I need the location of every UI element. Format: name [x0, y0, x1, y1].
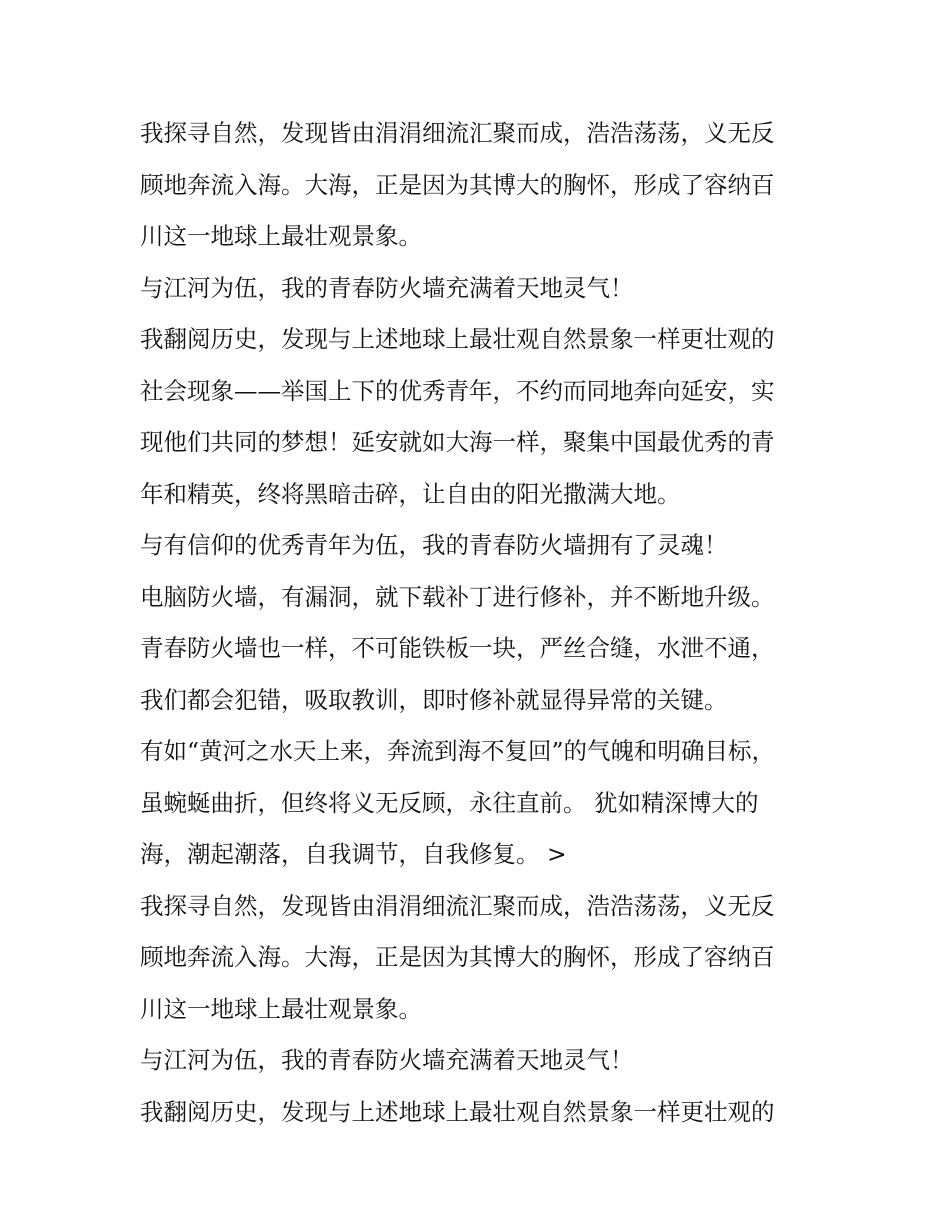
paragraph-rivers-1: 与江河为伍，我的青春防火墙充满着天地灵气！: [140, 273, 634, 302]
paragraph-nature-2: 我探寻自然，发现皆由涓涓细流汇聚而成，浩浩荡荡，义无反 顾地奔流入海。大海，正是因为其博大的胸怀，形成了容纳百 川这一地球上最壮观景象。: [140, 891, 775, 1023]
document-body: [140, 108, 820, 1138]
paragraph-faith-youth: 与有信仰的优秀青年为伍，我的青春防火墙拥有了灵魂！: [140, 531, 728, 559]
paragraph-nature-1: 我探寻自然，发现皆由涓涓细流汇聚而成，浩浩荡荡，义无反 顾地奔流入海。大海，正是因为其博大的胸怀，形成了容纳百 川这一地球上最壮观景象。: [140, 119, 775, 250]
paragraph-history-2: 我翻阅历史，发现与上述地球上最壮观自然景象一样更壮观的: [140, 1097, 775, 1126]
paragraph-rivers-2: 与江河为伍，我的青春防火墙充满着天地灵气！: [140, 1046, 634, 1074]
paragraph-history-yanan: 我翻阅历史，发现与上述地球上最壮观自然景象一样更壮观的 社会现象——举国上下的优秀青年，不约而同地奔向延安，实 现他们共同的梦想！延安就如大海一样，聚集中国最优秀的青 年和精英，终将黑暗击碎，让自由的阳光撒满大地。: [140, 325, 775, 508]
paragraph-computer-firewall: 电脑防火墙，有漏洞，就下载补丁进行修补，并不断地升级。 青春防火墙也一样，不可能铁板一块，严丝合缝，水泄不通， 我们都会犯错，吸取教训，即时修补就显得异常的关键。: [140, 582, 775, 714]
paragraph-yellow-river: 有如“黄河之水天上来，奔流到海不复回”的气魄和明确目标， 虽蜿蜒曲折，但终将义无反顾，永往直前。 犹如精深博大的 海，潮起潮落，自我调节，自我修复。 >: [140, 737, 776, 868]
